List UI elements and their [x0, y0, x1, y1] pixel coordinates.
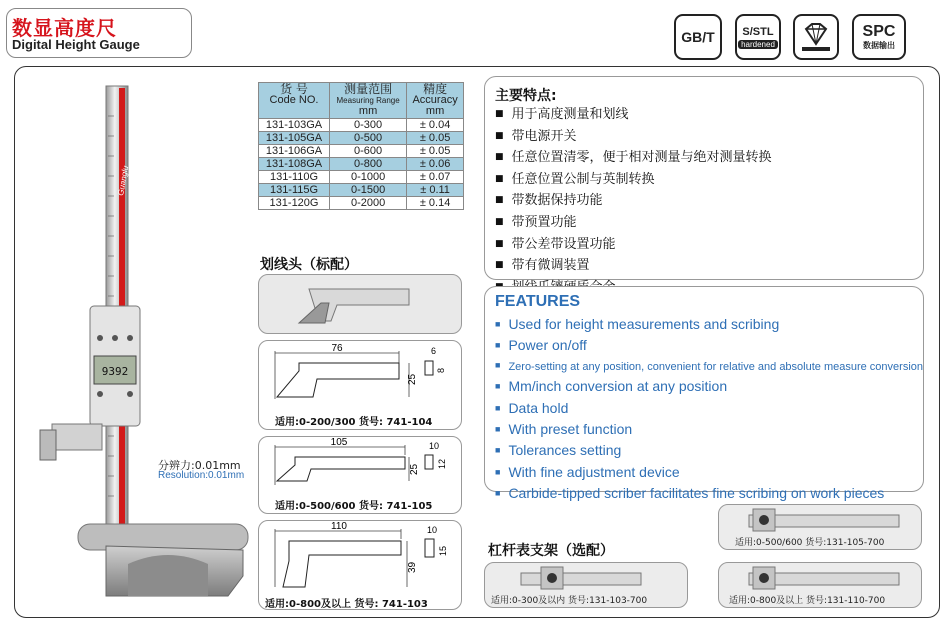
table-row [259, 132, 464, 145]
th-range-en: Measuring Range [336, 96, 400, 105]
hardened-label: hardened [738, 40, 778, 49]
spc-sub-label: 数据输出 [863, 40, 895, 50]
th-acc-en: Accuracy [412, 94, 458, 106]
lever-caption-1: 适用:0-300及以内 货号:131-103-700 [491, 596, 648, 606]
cell-code: 131-110G [259, 171, 330, 184]
cell-range: 0-600 [330, 145, 407, 158]
cell-range: 0-1500 [330, 184, 407, 197]
lever-holder-title: 杠杆表支架（选配） [488, 543, 614, 559]
list-item: ■ Power on/off [495, 336, 923, 357]
table-row [259, 158, 464, 171]
cell-accuracy: ± 0.06 [407, 158, 464, 171]
cell-range: 0-300 [330, 119, 407, 132]
lever-caption-3: 适用:0-800及以上 货号:131-110-700 [729, 596, 886, 606]
list-item: ■ 任意位置公制与英制转换 [495, 170, 772, 192]
list-item: ■ Carbide-tipped scriber facilitates fine scribing on work pieces [495, 484, 923, 505]
scriber-drawing-3 [258, 520, 462, 610]
scriber-photo [258, 274, 462, 334]
th-acc-unit: mm [425, 105, 445, 117]
dim-width: 10 [427, 525, 438, 535]
cell-code: 131-120G [259, 197, 330, 210]
cell-code: 131-108GA [259, 158, 330, 171]
cell-accuracy: ± 0.04 [407, 119, 464, 132]
page-title-en: Digital Height Gauge [12, 37, 140, 52]
cell-code: 131-106GA [259, 145, 330, 158]
cell-accuracy: ± 0.07 [407, 171, 464, 184]
spc-badge [852, 14, 906, 60]
cell-code: 131-115G [259, 184, 330, 197]
list-item: ■ 带有微调装置 [495, 256, 772, 278]
list-item: ■ 用于高度测量和划线 [495, 105, 772, 127]
cell-range: 0-2000 [330, 197, 407, 210]
features-cn-box [484, 76, 924, 280]
list-item: ■ With preset function [495, 420, 923, 441]
th-acc-cn: 精度 [423, 82, 448, 96]
height-gauge-image [28, 76, 258, 606]
list-item: ■ With fine adjustment device [495, 463, 923, 484]
list-item: ■ 带公差带设置功能 [495, 235, 772, 257]
features-en-list [495, 315, 923, 506]
list-item: ■ 带电源开关 [495, 127, 772, 149]
lcd-display: 9392 [101, 365, 129, 378]
th-range-unit: mm [358, 105, 378, 117]
list-item: ■ Data hold [495, 399, 923, 420]
resolution-cn: 分辨力:0.01mm [158, 459, 241, 472]
scriber-title: 划线头（标配） [260, 257, 358, 273]
list-item: ■ 带数据保持功能 [495, 191, 772, 213]
dim-thickness: 12 [437, 458, 447, 469]
sstl-badge [735, 14, 781, 60]
lever-holder-photo-1 [484, 562, 688, 608]
list-item: ■ 任意位置清零，便于相对测量与绝对测量转换 [495, 148, 772, 170]
cell-code: 131-105GA [259, 132, 330, 145]
table-row [259, 184, 464, 197]
scriber-drawing-2 [258, 436, 462, 514]
cell-range: 0-500 [330, 132, 407, 145]
list-item: ■ Mm/inch conversion at any position [495, 377, 923, 398]
resolution-en: Resolution:0.01mm [158, 470, 245, 481]
dim-length: 105 [330, 437, 348, 448]
sstl-label: S/STL [742, 25, 774, 38]
th-code-en: Code NO. [269, 94, 319, 106]
dim-width: 10 [429, 441, 440, 451]
scriber-caption-3: 适用:0-800及以上 货号: 741-103 [265, 599, 428, 610]
spc-label: SPC [862, 22, 896, 40]
scriber-drawing-1 [258, 340, 462, 430]
gbt-label: GB/T [681, 29, 715, 45]
cell-accuracy: ± 0.05 [407, 145, 464, 158]
scriber-caption-2: 适用:0-500/600 货号: 741-105 [275, 501, 433, 512]
cell-accuracy: ± 0.11 [407, 184, 464, 197]
cell-range: 0-1000 [330, 171, 407, 184]
table-row [259, 145, 464, 158]
gbt-badge [674, 14, 722, 60]
list-item: ■ Tolerances setting [495, 441, 923, 462]
dim-length: 76 [331, 343, 343, 354]
list-item: ■ 带预置功能 [495, 213, 772, 235]
table-row [259, 197, 464, 210]
list-item: ■ Zero-setting at any position, convenient for relative and absolute measure conversion [495, 358, 923, 377]
lever-caption-2: 适用:0-500/600 货号:131-105-700 [735, 538, 885, 548]
dim-thickness: 8 [436, 367, 446, 373]
table-row [259, 171, 464, 184]
dim-length: 110 [331, 521, 347, 532]
dim-height: 25 [407, 373, 418, 385]
lever-holder-photo-3 [718, 562, 922, 608]
brand-label: Guanglu [116, 164, 131, 197]
lever-holder-photo-2 [718, 504, 922, 550]
table-row [259, 119, 464, 132]
features-en-title: FEATURES [495, 293, 581, 310]
page-title-cn: 数显高度尺 [12, 16, 117, 40]
dim-height: 39 [407, 561, 418, 573]
features-cn-title: 主要特点: [495, 88, 557, 104]
cell-code: 131-103GA [259, 119, 330, 132]
cell-range: 0-800 [330, 158, 407, 171]
dim-height: 25 [409, 463, 420, 475]
features-cn-list [495, 105, 772, 299]
list-item: ■ Used for height measurements and scribing [495, 315, 923, 336]
spec-table [258, 82, 464, 210]
th-code-cn: 货 号 [280, 82, 308, 96]
diamond-icon [793, 14, 839, 60]
dim-thickness: 15 [438, 545, 448, 556]
dim-width: 6 [431, 346, 437, 356]
th-range-cn: 测量范围 [344, 82, 393, 96]
cell-accuracy: ± 0.14 [407, 197, 464, 210]
cell-accuracy: ± 0.05 [407, 132, 464, 145]
features-en-box [484, 286, 924, 502]
scriber-caption-1: 适用:0-200/300 货号: 741-104 [275, 417, 433, 428]
